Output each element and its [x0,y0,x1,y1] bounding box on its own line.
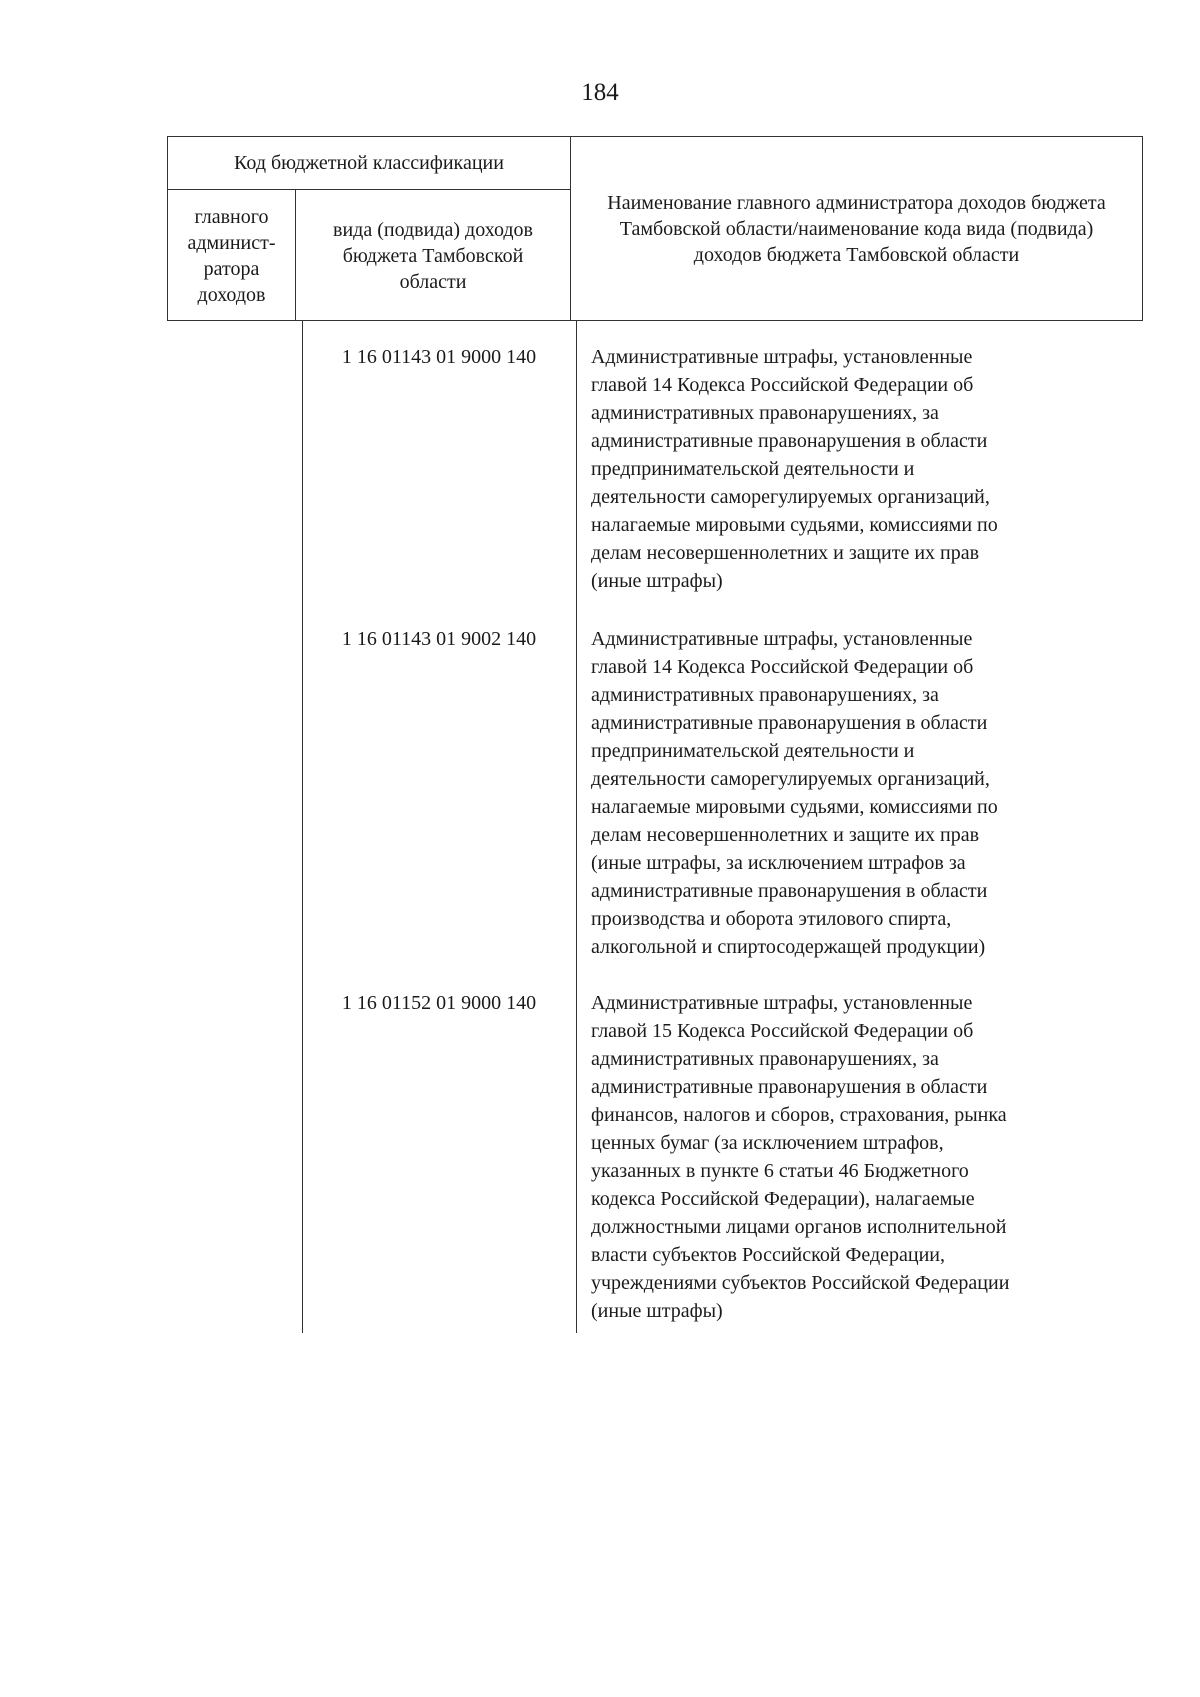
page-number: 184 [581,79,619,106]
header-name: Наименование главного администратора доходов бюджета Тамбовской области/наименование кода вида (подвида) доходов бюджета Тамбовской области [607,191,1106,266]
header-chief-administrator: главного админист-ратора доходов [168,190,296,321]
column-divider-left [302,321,303,1333]
column-divider-right [576,321,577,1333]
table-header [167,136,1143,321]
row-code: 1 16 01152 01 9000 140 [341,992,537,1014]
row-description: Административные штрафы, установленные главой 15 Кодекса Российской Федерации об административных правонарушениях, за административные правонарушения в области финансов, налогов и сборов, страхования, рынка ценных бумаг (за исключением штрафов, указанных в пункте 6 статьи 46 Бюджетного кодекса Российской Федерации), налагаемые должностными лицами органов исполнительной власти субъектов Российской Федерации, учреждениями субъектов Российской Федерации (иные штрафы) [591,992,1010,1322]
row-code: 1 16 01143 01 9002 140 [341,628,537,650]
row-code: 1 16 01143 01 9000 140 [341,346,537,368]
row-description: Административные штрафы, установленные главой 14 Кодекса Российской Федерации об административных правонарушениях, за административные правонарушения в области предпринимательской деятельности и деятельности саморегулируемых организаций, налагаемые мировыми судьями, комиссиями по делам несовершеннолетних и защите их прав (иные штрафы, за исключением штрафов за административные правонарушения в области производства и оборота этилового спирта, алкогольной и спиртосодержащей продукции) [591,628,998,958]
row-description: Административные штрафы, установленные главой 14 Кодекса Российской Федерации об административных правонарушениях, за административные правонарушения в области предпринимательской деятельности и деятельности саморегулируемых организаций, налагаемые мировыми судьями, комиссиями по делам несовершеннолетних и защите их прав (иные штрафы) [591,346,998,592]
header-budget-classification-code: Код бюджетной классификации [168,137,571,190]
header-income-type: вида (подвида) доходов бюджета Тамбовской области [296,190,571,321]
